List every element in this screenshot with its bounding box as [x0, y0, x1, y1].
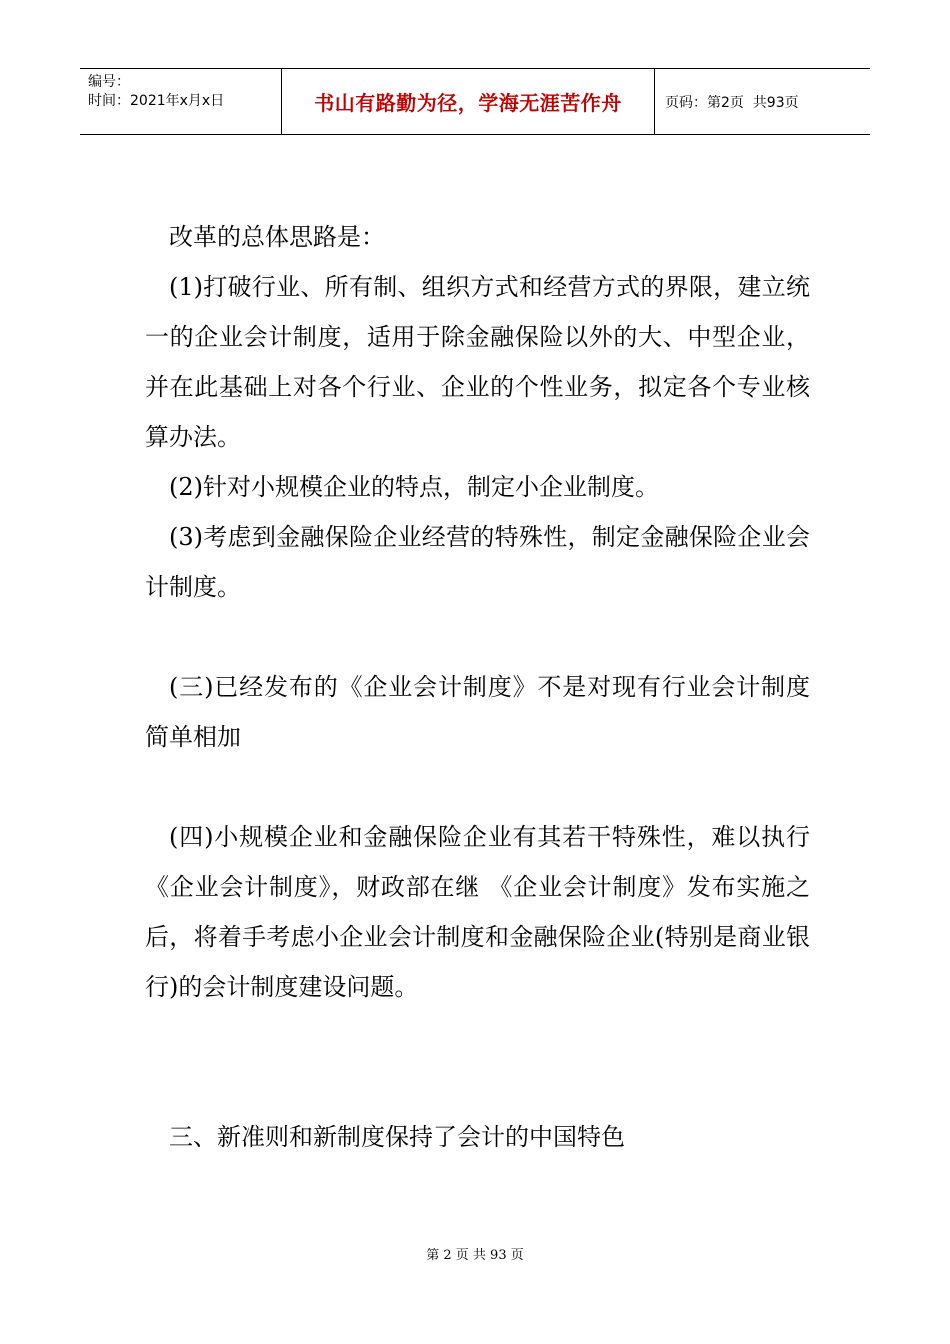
header-page-info: 页码：第2页 共93页 — [665, 94, 799, 111]
header-meta-cell — [80, 69, 282, 134]
document-time-label: 时间：2021年x月x日 — [88, 93, 225, 109]
paragraph-item-1: (1)打破行业、所有制、组织方式和经营方式的界限，建立统一的企业会计制度，适用于除金融保险以外的大、中型企业，并在此基础上对各个行业、企业的个性业务，拟定各个专业核算办法。 — [145, 273, 810, 451]
paragraph-intro: 改革的总体思路是： — [169, 223, 385, 251]
page-footer: 第 2 页 共 93 页 — [426, 1248, 524, 1263]
section-heading: 三、新准则和新制度保持了会计的中国特色 — [169, 1123, 625, 1151]
paragraph-section-3: (三)已经发布的《企业会计制度》不是对现有行业会计制度 简单相加 — [145, 673, 810, 751]
paragraph-spacer — [145, 612, 810, 662]
header-page-info-cell — [655, 69, 870, 134]
paragraph-section-4: (四)小规模企业和金融保险企业有其若干特殊性，难以执行《企业会计制度》，财政部在继 《企业会计制度》发布实施之后，将着手考虑小企业会计制度和金融保险企业(特别是商业银行)的会计制度建设问题。 — [145, 823, 810, 1001]
paragraph-item-3: (3)考虑到金融保险企业经营的特殊性，制定金融保险企业会计制度。 — [145, 523, 810, 601]
document-number-label: 编号： — [88, 74, 130, 90]
paragraph-item-2: (2)针对小规模企业的特点，制定小企业制度。 — [169, 473, 659, 501]
paragraph-spacer — [145, 762, 810, 812]
paragraph-spacer — [145, 1012, 810, 1112]
document-header — [80, 68, 870, 135]
document-body — [145, 212, 810, 1162]
header-motto: 书山有路勤为径，学海无涯苦作舟 — [282, 69, 655, 134]
